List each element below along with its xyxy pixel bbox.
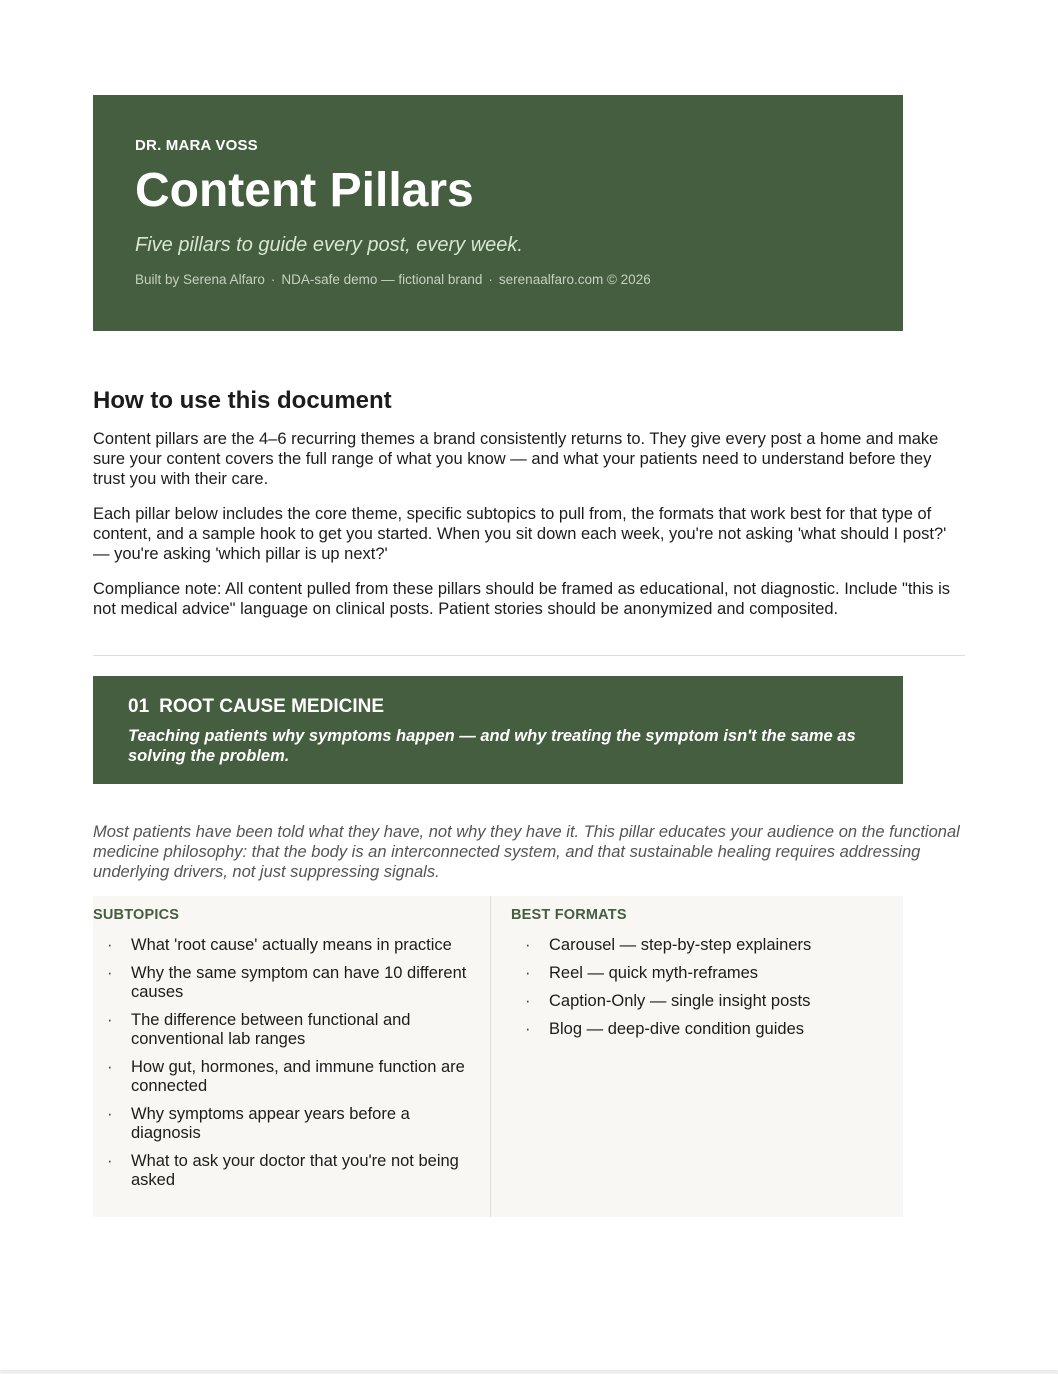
list-item (93, 1152, 470, 1190)
format-text: Caption-Only — single insight posts (549, 992, 811, 1010)
format-text: Blog — deep-dive condition guides (549, 1020, 805, 1038)
bullet-icon: · (525, 992, 531, 1010)
list-item (511, 1020, 903, 1039)
formats-heading: BEST FORMATS (511, 907, 627, 923)
how-to-paragraph: Content pillars are the 4–6 recurring themes a brand consistently returns to. They give every post a home and make sure your content covers the full range of what you know — and what your patients need to understand before they trust you with their care. (93, 430, 939, 488)
bullet-icon: · (107, 1152, 113, 1170)
meta-copyright: serenaalfaro.com © 2026 (498, 272, 651, 287)
subtopics-list (93, 936, 470, 1190)
subtopic-text: Why symptoms appear years before a diagnosis (131, 1105, 410, 1142)
bullet-icon: · (525, 936, 531, 954)
subtopics-heading: SUBTOPICS (93, 907, 180, 923)
client-name: DR. MARA VOSS (135, 137, 258, 154)
how-to-paragraph: Each pillar below includes the core theme, specific subtopics to pull from, the formats that work best for that type of content, and a sample hook to get you started. When you sit down each week, you're not asking 'what should I post?' — you're asking 'which pillar is up next?' (93, 505, 947, 563)
how-to-heading: How to use this document (93, 387, 392, 414)
pillar-description: Teaching patients why symptoms happen — and why treating the symptom isn't the same as solving the problem. (128, 727, 856, 765)
pillar-name: ROOT CAUSE MEDICINE (159, 696, 384, 717)
subtopic-text: The difference between functional and conventional lab ranges (131, 1011, 411, 1048)
bullet-icon: · (107, 1058, 113, 1076)
pillar-header (93, 676, 903, 784)
list-item (511, 992, 903, 1011)
document-content (93, 95, 965, 1217)
bullet-icon: · (107, 964, 113, 982)
subtopic-text: What to ask your doctor that you're not being asked (131, 1152, 459, 1189)
list-item (511, 936, 903, 955)
list-item (93, 964, 470, 1002)
meta-author: Built by Serena Alfaro (135, 272, 265, 287)
pillar-details (93, 896, 903, 1217)
bullet-icon: · (525, 964, 531, 982)
format-text: Reel — quick myth-reframes (549, 964, 759, 982)
list-item (93, 1058, 470, 1096)
format-text: Carousel — step-by-step explainers (549, 936, 812, 954)
formats-list (511, 936, 903, 1039)
document-title: Content Pillars (135, 164, 474, 217)
pillar-intro: Most patients have been told what they have, not why they have it. This pillar educates your audience on the functional medicine philosophy: that the body is an interconnected system, and that sustainable healing requires addressing underlying drivers, not just suppressing signals. (93, 823, 960, 881)
subtopic-text: How gut, hormones, and immune function are connected (131, 1058, 465, 1095)
meta-separator: · (488, 272, 493, 287)
section-divider (93, 655, 965, 656)
formats-column (491, 896, 903, 1217)
document-meta (135, 272, 861, 288)
subtopic-text: Why the same symptom can have 10 different causes (131, 964, 467, 1001)
bullet-icon: · (525, 1020, 531, 1038)
subtopics-column (93, 896, 491, 1217)
meta-disclaimer: NDA-safe demo — fictional brand (281, 272, 483, 287)
compliance-note: Compliance note: All content pulled from these pillars should be framed as educational, not diagnostic. Include "this is not medical advice" language on clinical posts. Patient stories should be anonymized and composited. (93, 580, 951, 618)
subtopic-text: What 'root cause' actually means in practice (131, 936, 452, 954)
how-to-section (93, 388, 965, 619)
pillar-number: 01 (128, 696, 150, 717)
document-tagline: Five pillars to guide every post, every week. (135, 234, 523, 256)
list-item (93, 1011, 470, 1049)
list-item (93, 936, 470, 955)
meta-separator: · (270, 272, 276, 287)
list-item (93, 1105, 470, 1143)
bullet-icon: · (107, 936, 113, 954)
pillar-title (128, 696, 868, 718)
bullet-icon: · (107, 1105, 113, 1123)
list-item (511, 964, 903, 983)
header-banner (93, 95, 903, 331)
bullet-icon: · (107, 1011, 113, 1029)
